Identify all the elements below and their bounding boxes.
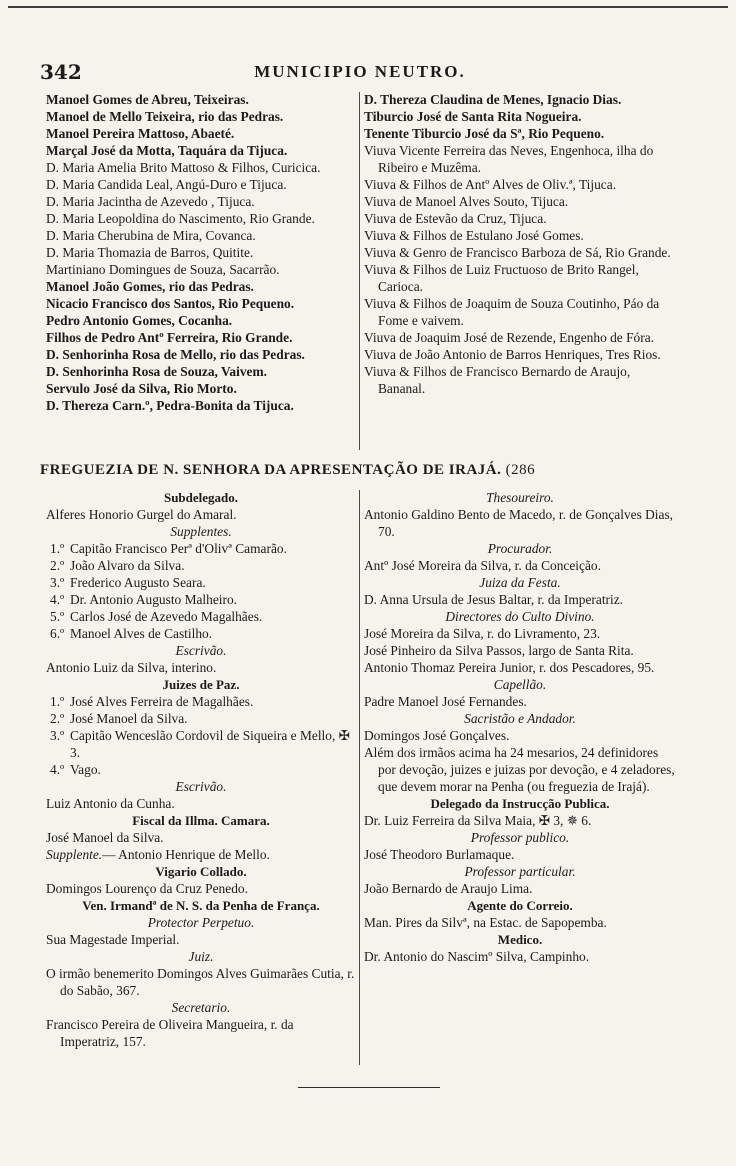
entry-number: 1.º bbox=[50, 694, 65, 709]
list-item: D. Maria Cherubina de Mira, Covanca. bbox=[46, 228, 256, 243]
office-heading: Delegado da Instrucção Publica. bbox=[430, 796, 610, 811]
numbered-entry bbox=[46, 625, 356, 642]
list-item: Viuva & Genro de Francisco Barboza de Sá, Rio Grande. bbox=[364, 245, 671, 260]
list-item: João Bernardo de Araujo Lima. bbox=[364, 881, 533, 896]
list-item: D. Maria Amelia Brito Mattoso & Filhos, Curicica. bbox=[46, 160, 321, 175]
numbered-entry bbox=[46, 710, 356, 727]
bottom-rule bbox=[298, 1087, 440, 1088]
office-subheading: Escrivão. bbox=[175, 643, 227, 658]
column-divider-bottom bbox=[359, 490, 360, 1065]
supplente-entry bbox=[46, 846, 356, 863]
office-subheading: Directores do Culto Divino. bbox=[445, 609, 595, 624]
list-item: Dr. Luiz Ferreira da Silva Maia, ✠ 3, ✵ 6. bbox=[364, 813, 592, 828]
list-item: Luiz Antonio da Cunha. bbox=[46, 796, 175, 811]
list-item: Tenente Tiburcio José da Sª, Rio Pequeno. bbox=[364, 126, 605, 141]
page-header bbox=[40, 60, 680, 84]
list-item: Domingos Lourenço da Cruz Penedo. bbox=[46, 881, 248, 896]
list-item: Viuva Vicente Ferreira das Neves, Engenhoca, ilha do Ribeiro e Muzêma. bbox=[364, 143, 654, 175]
numbered-entry bbox=[46, 540, 356, 557]
list-item: Servulo José da Silva, Rio Morto. bbox=[46, 381, 237, 396]
running-head: MUNICIPIO NEUTRO. bbox=[254, 62, 466, 81]
entry-number: 4.º bbox=[50, 592, 65, 607]
list-item: Padre Manoel José Fernandes. bbox=[364, 694, 527, 709]
list-item: Tiburcio José de Santa Rita Nogueira. bbox=[364, 109, 582, 124]
list-item: Antonio Luiz da Silva, interino. bbox=[46, 660, 217, 675]
bottom-left-column bbox=[46, 489, 356, 1050]
entry-text: José Alves Ferreira de Magalhães. bbox=[70, 694, 254, 709]
office-heading: Ven. Irmandª de N. S. da Penha de França. bbox=[82, 898, 320, 913]
office-heading: Juizes de Paz. bbox=[162, 677, 240, 692]
entry-number: 1.º bbox=[50, 541, 65, 556]
list-item: José Manoel da Silva. bbox=[46, 830, 164, 845]
list-item: D. Maria Leopoldina do Nascimento, Rio Grande. bbox=[46, 211, 315, 226]
entry-number: 2.º bbox=[50, 711, 65, 726]
list-item: Além dos irmãos acima ha 24 mesarios, 24 definidores por devoção, juizes e juizas por devoção, e 4 zeladores, que devem morar na Penha (ou freguezia de Irajá). bbox=[364, 745, 675, 794]
top-rule bbox=[8, 6, 728, 8]
list-item: Viuva de Joaquim José de Rezende, Engenho de Fóra. bbox=[364, 330, 654, 345]
office-subheading: Sacristão e Andador. bbox=[464, 711, 576, 726]
list-item: José Theodoro Burlamaque. bbox=[364, 847, 515, 862]
section-title bbox=[40, 462, 700, 479]
list-item: D. Maria Candida Leal, Angú-Duro e Tijuca. bbox=[46, 177, 287, 192]
list-item: D. Thereza Carn.º, Pedra-Bonita da Tijuca. bbox=[46, 398, 294, 413]
entry-text: Vago. bbox=[70, 762, 101, 777]
list-item: Alferes Honorio Gurgel do Amaral. bbox=[46, 507, 237, 522]
list-item: Viuva & Filhos de Francisco Bernardo de Araujo, Bananal. bbox=[364, 364, 631, 396]
entry-text: Frederico Augusto Seara. bbox=[70, 575, 206, 590]
numbered-entry bbox=[46, 727, 356, 761]
office-heading: Fiscal da Illma. Camara. bbox=[132, 813, 270, 828]
section-count: (286 bbox=[505, 462, 536, 478]
office-subheading: Escrivão. bbox=[175, 779, 227, 794]
entry-number: 6.º bbox=[50, 626, 65, 641]
entry-number: 2.º bbox=[50, 558, 65, 573]
list-item: Viuva & Filhos de Luiz Fructuoso de Brito Rangel, Carioca. bbox=[364, 262, 639, 294]
list-item: D. Thereza Claudina de Menes, Ignacio Dias. bbox=[364, 92, 622, 107]
list-item: Antonio Thomaz Pereira Junior, r. dos Pescadores, 95. bbox=[364, 660, 655, 675]
office-subheading: Professor publico. bbox=[470, 830, 570, 845]
list-item: D. Senhorinha Rosa de Mello, rio das Pedras. bbox=[46, 347, 305, 362]
entry-text: João Alvaro da Silva. bbox=[70, 558, 185, 573]
office-subheading: Supplentes. bbox=[170, 524, 232, 539]
office-subheading: Professor particular. bbox=[464, 864, 576, 879]
entry-number: 5.º bbox=[50, 609, 65, 624]
numbered-entry bbox=[46, 557, 356, 574]
entry-text: Dr. Antonio Augusto Malheiro. bbox=[70, 592, 238, 607]
office-heading: Medico. bbox=[497, 932, 543, 947]
list-item: Pedro Antonio Gomes, Cocanha. bbox=[46, 313, 233, 328]
entry-text: Capitão Wenceslão Cordovil de Siqueira e Mello, ✠ 3. bbox=[70, 728, 350, 760]
entry-text: — Antonio Henrique de Mello. bbox=[102, 847, 270, 862]
entry-label: Supplente. bbox=[46, 847, 103, 862]
list-item: D. Senhorinha Rosa de Souza, Vaivem. bbox=[46, 364, 267, 379]
list-item: Martiniano Domingues de Souza, Sacarrão. bbox=[46, 262, 280, 277]
list-item: José Moreira da Silva, r. do Livramento, 23. bbox=[364, 626, 601, 641]
numbered-entry bbox=[46, 591, 356, 608]
entry-number: 3.º bbox=[50, 728, 65, 743]
numbered-entry bbox=[46, 608, 356, 625]
list-item: Antonio Galdino Bento de Macedo, r. de Gonçalves Dias, 70. bbox=[364, 507, 674, 539]
list-item: D. Maria Jacintha de Azevedo , Tijuca. bbox=[46, 194, 255, 209]
numbered-entry bbox=[46, 761, 356, 778]
list-item: Viuva de Estevão da Cruz, Tijuca. bbox=[364, 211, 547, 226]
office-subheading: Thesoureiro. bbox=[486, 490, 554, 505]
list-item: Man. Pires da Silvª, na Estac. de Sapopemba. bbox=[364, 915, 607, 930]
list-item: Viuva & Filhos de Estulano José Gomes. bbox=[364, 228, 584, 243]
numbered-entry bbox=[46, 574, 356, 591]
list-item: Viuva de Manoel Alves Souto, Tijuca. bbox=[364, 194, 569, 209]
list-item: Antº José Moreira da Silva, r. da Conceição. bbox=[364, 558, 601, 573]
numbered-entry bbox=[46, 693, 356, 710]
entry-text: Capitão Francisco Perª d'Olivª Camarão. bbox=[70, 541, 287, 556]
list-item: Nicacio Francisco dos Santos, Rio Pequeno. bbox=[46, 296, 295, 311]
office-heading: Vigario Collado. bbox=[155, 864, 247, 879]
entry-text: José Manoel da Silva. bbox=[70, 711, 188, 726]
office-subheading: Secretario. bbox=[171, 1000, 231, 1015]
office-subheading: Procurador. bbox=[487, 541, 553, 556]
list-item: José Pinheiro da Silva Passos, largo de Santa Rita. bbox=[364, 643, 634, 658]
list-item: D. Maria Thomazia de Barros, Quitite. bbox=[46, 245, 254, 260]
office-subheading: Juiza da Festa. bbox=[479, 575, 561, 590]
entry-text: Carlos José de Azevedo Magalhães. bbox=[70, 609, 263, 624]
office-heading: Agente do Correio. bbox=[467, 898, 573, 913]
top-right-column bbox=[364, 91, 676, 397]
office-subheading: Capellão. bbox=[493, 677, 547, 692]
office-subheading: Protector Perpetuo. bbox=[147, 915, 255, 930]
column-divider-top bbox=[359, 92, 360, 450]
list-item: Viuva & Filhos de Joaquim de Souza Coutinho, Páo da Fome e vaivem. bbox=[364, 296, 660, 328]
entry-text: Manoel Alves de Castilho. bbox=[70, 626, 213, 641]
top-left-column bbox=[46, 91, 356, 414]
entry-number: 4.º bbox=[50, 762, 65, 777]
list-item: D. Anna Ursula de Jesus Baltar, r. da Imperatriz. bbox=[364, 592, 624, 607]
list-item: Manoel Gomes de Abreu, Teixeiras. bbox=[46, 92, 249, 107]
list-item: O irmão benemerito Domingos Alves Guimarães Cutia, r. do Sabão, 367. bbox=[46, 966, 355, 998]
list-item: Francisco Pereira de Oliveira Mangueira, r. da Imperatriz, 157. bbox=[46, 1017, 294, 1049]
list-item: Marçal José da Motta, Taquára da Tijuca. bbox=[46, 143, 288, 158]
entry-number: 3.º bbox=[50, 575, 65, 590]
office-heading: Subdelegado. bbox=[163, 490, 239, 505]
office-subheading: Juiz. bbox=[188, 949, 214, 964]
page-number: 342 bbox=[40, 60, 82, 84]
list-item: Viuva & Filhos de Antº Alves de Oliv.ª, Tijuca. bbox=[364, 177, 617, 192]
list-item: Viuva de João Antonio de Barros Henriques, Tres Rios. bbox=[364, 347, 661, 362]
list-item: Domingos José Gonçalves. bbox=[364, 728, 510, 743]
list-item: Manoel Pereira Mattoso, Abaeté. bbox=[46, 126, 235, 141]
list-item: Sua Magestade Imperial. bbox=[46, 932, 180, 947]
list-item: Manoel João Gomes, rio das Pedras. bbox=[46, 279, 254, 294]
list-item: Filhos de Pedro Antº Ferreira, Rio Grande. bbox=[46, 330, 293, 345]
section-title-text: FREGUEZIA DE N. SENHORA DA APRESENTAÇÃO DE IRAJÁ. bbox=[40, 462, 502, 478]
list-item: Manoel de Mello Teixeira, rio das Pedras. bbox=[46, 109, 284, 124]
list-item: Dr. Antonio do Nascimº Silva, Campinho. bbox=[364, 949, 590, 964]
bottom-right-column bbox=[364, 489, 676, 965]
